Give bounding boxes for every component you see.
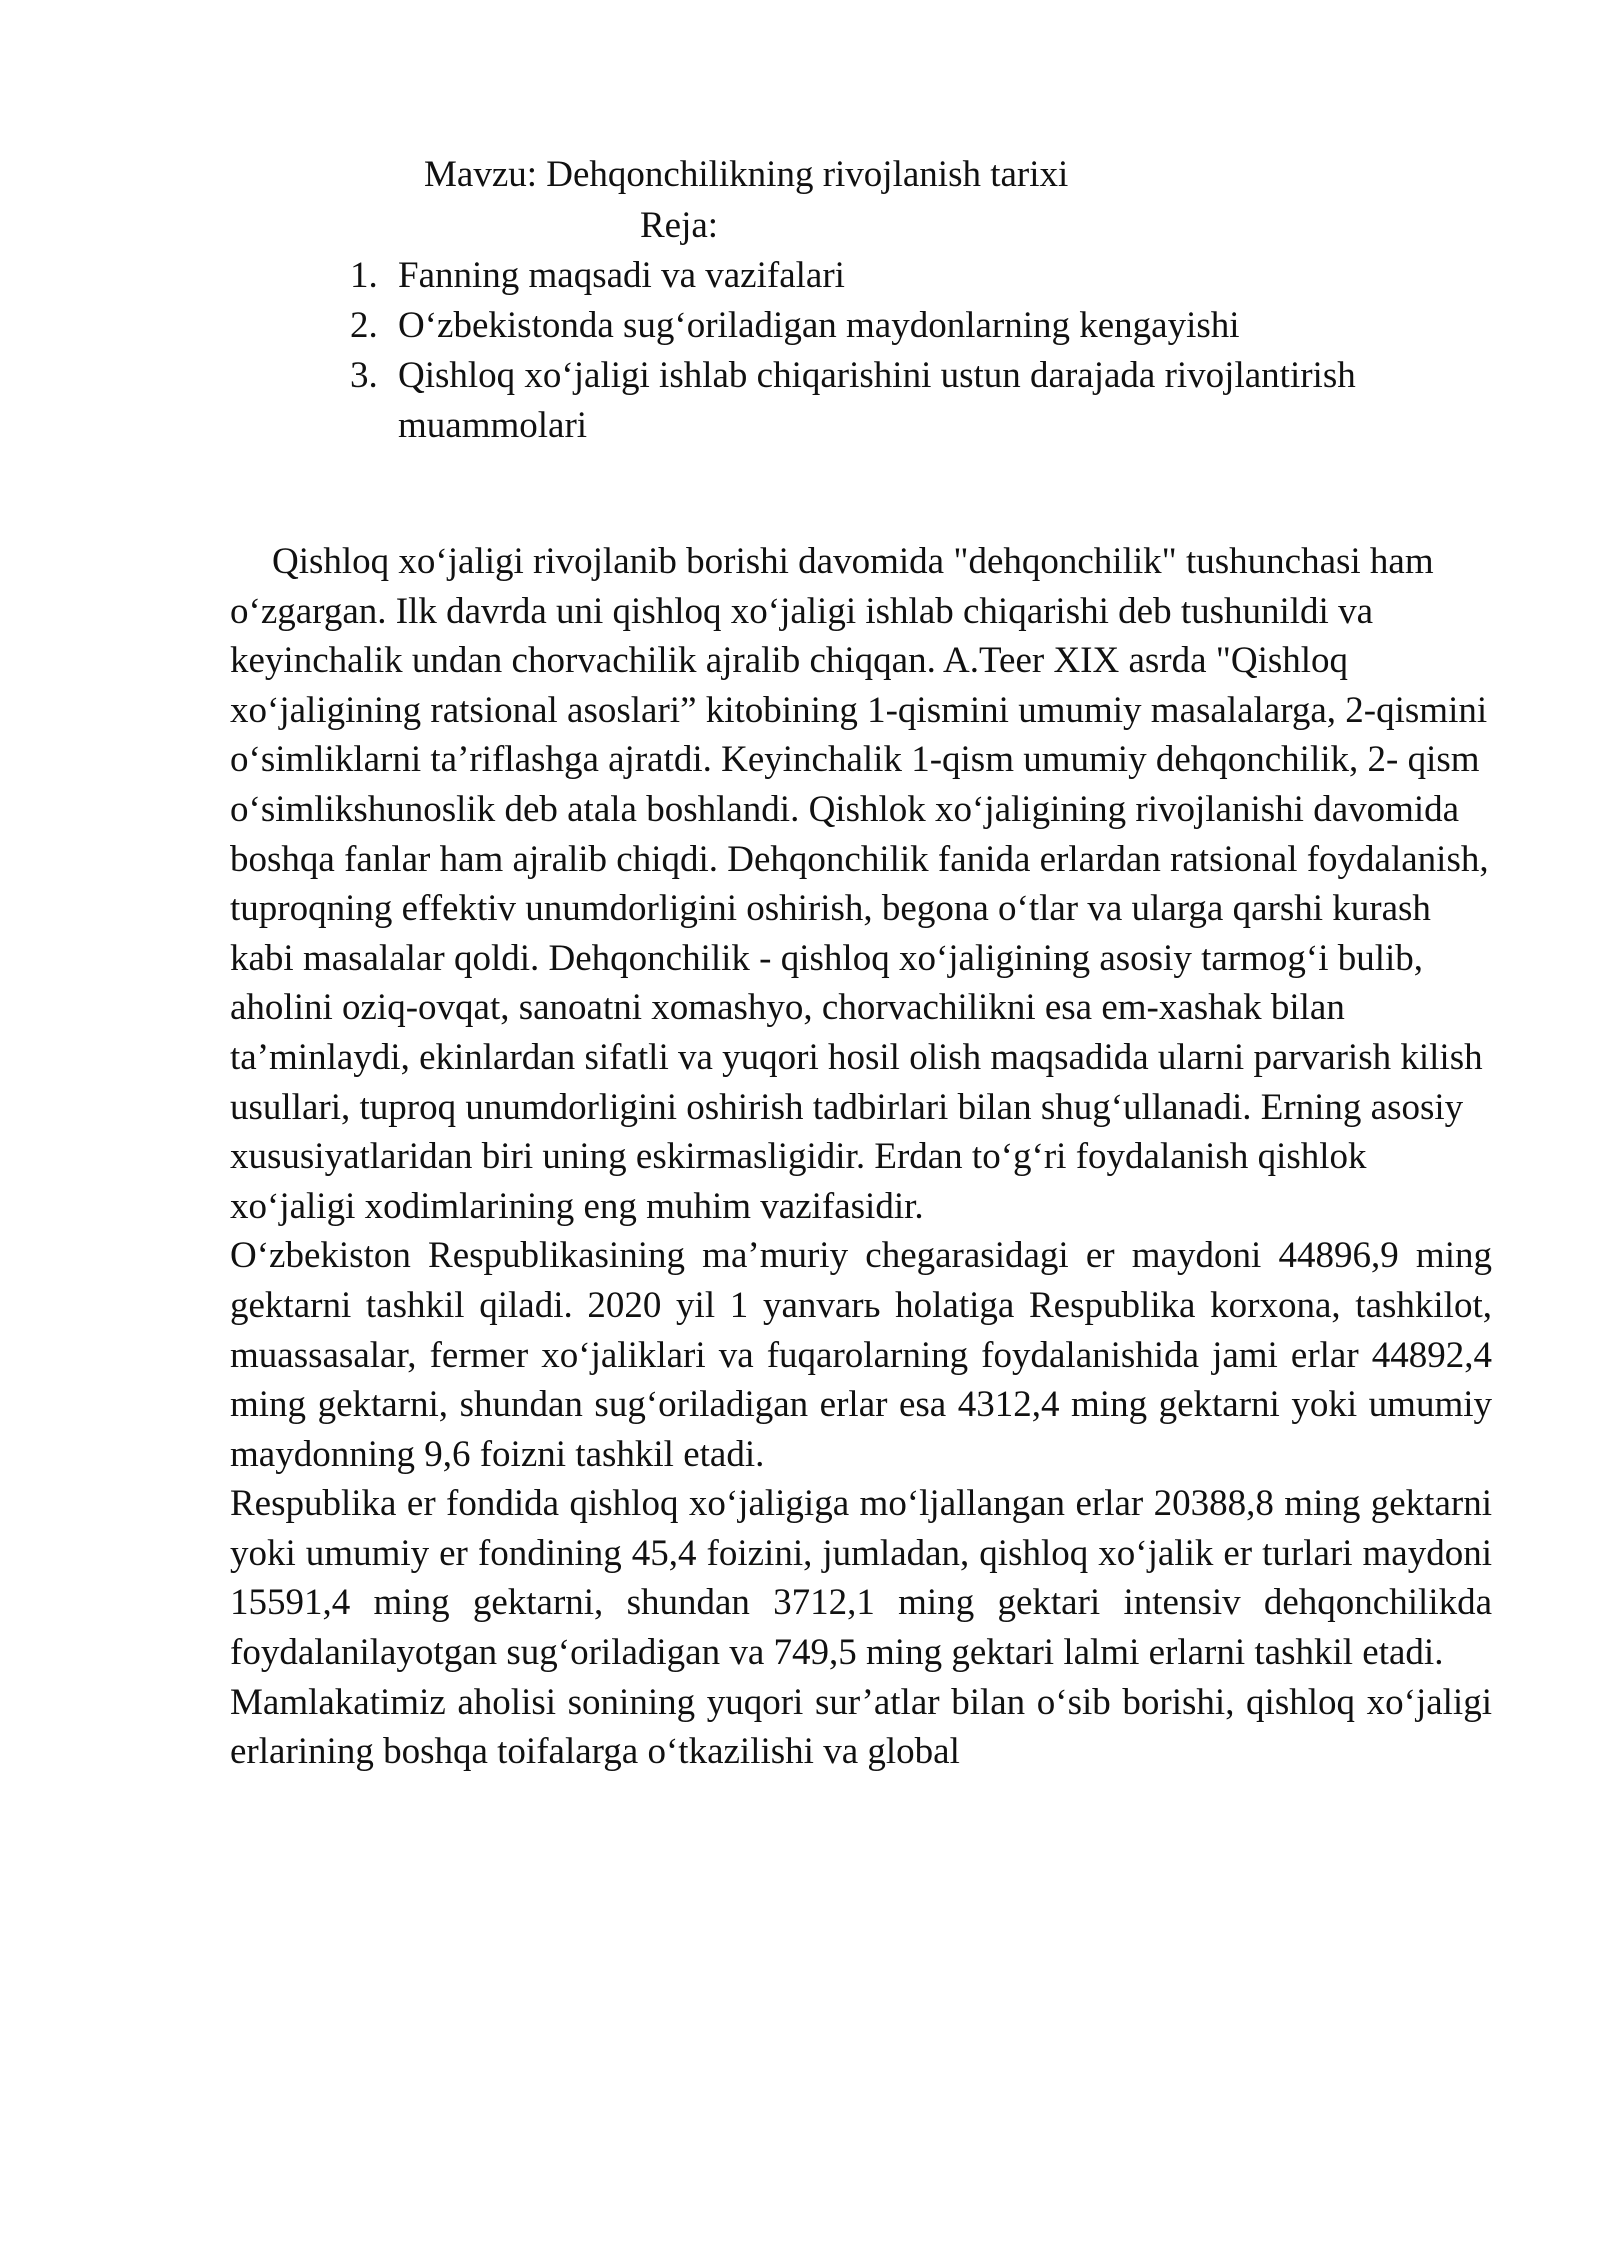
plan-heading: Reja:	[640, 205, 719, 246]
plan-item-text: O‘zbekistonda sug‘oriladigan maydonlarning kengayishi	[398, 305, 1240, 346]
plan-item-3	[350, 351, 1400, 451]
plan-item-text: Qishloq xo‘jaligi ishlab chiqarishini ustun darajada rivojlantirish muammolari	[398, 355, 1356, 446]
plan-item-number: 1.	[350, 255, 378, 296]
body-paragraph-3: Respublika er fondida qishloq xo‘jaligiga mo‘ljallangan erlar 20388,8 ming gektarni yoki umumiy er fondining 45,4 foizini, jumladan, qishloq xo‘jalik er turlari maydoni 15591,4 ming gektarni, shundan 3712,1 ming gektari intensiv dehqonchilikda foydalanilayotgan sug‘oriladigan va 749,5 ming gektari lalmi erlarni tashkil etadi.	[230, 1483, 1492, 1674]
plan-item-2	[350, 301, 1400, 351]
plan-item-text: Fanning maqsadi va vazifalari	[398, 255, 845, 296]
body-paragraph-2: O‘zbekiston Respublikasining ma’muriy chegarasidagi er maydoni 44896,9 ming gektarni tashkil qiladi. 2020 yil 1 yanvarь holatiga Respublika korxona, tashkilot, muassasalar, fermer xo‘jaliklari va fuqarolarning foydalanishida jami erlar 44892,4 ming gektarni, shundan sug‘oriladigan erlar esa 4312,4 ming gektarni yoki umumiy maydonning 9,6 foizni tashkil etadi.	[230, 1235, 1492, 1475]
plan-list	[350, 251, 1400, 451]
body-paragraph-1: Qishloq xo‘jaligi rivojlanib borishi davomida "dehqonchilik" tushunchasi ham o‘zgargan. Ilk davrda uni qishloq xo‘jaligi ishlab chiqarishi deb tushunildi va keyinchalik undan chorvachilik ajralib chiqqan. A.Teer XIX asrda "Qishloq xo‘jaligining ratsional asoslari” kitobining 1-qismini umumiy masalalarga, 2-qismini o‘simliklarni ta’riflashga ajratdi. Keyinchalik 1-qism umumiy dehqonchilik, 2- qism o‘simlikshunoslik deb atala boshlandi. Qishlok xo‘jaligining rivojlanishi davomida boshqa fanlar ham ajralib chiqdi. Dehqonchilik fanida erlardan ratsional foydalanish, tuproqning effektiv unumdorligini oshirish, begona o‘tlar va ularga qarshi kurash kabi masalalar qoldi. Dehqonchilik - qishloq xo‘jaligining asosiy tarmog‘i bulib, aholini oziq-ovqat, sanoatni xomashyo, chorvachilikni esa em-xashak bilan ta’minlaydi, ekinlardan sifatli va yuqori hosil olish maqsadida ularni parvarish kilish usullari, tuproq unumdorligini oshirish tadbirlari bilan shug‘ullanadi. Erning asosiy xususiyatlaridan biri uning eskirmasligidir. Erdan to‘g‘ri foydalanish qishlok xo‘jaligi xodimlarining eng muhim vazifasidir.	[230, 541, 1489, 1227]
document-body	[230, 537, 1492, 1777]
plan-item-1	[350, 251, 1400, 301]
plan-item-number: 2.	[350, 305, 378, 346]
plan-item-number: 3.	[350, 355, 378, 396]
body-paragraph-4: Mamlakatimiz aholisi sonining yuqori sur’atlar bilan o‘sib borishi, qishloq xo‘jaligi erlarining boshqa toifalarga o‘tkazilishi va global	[230, 1681, 1492, 1773]
document-title: Mavzu: Dehqonchilikning rivojlanish tarixi	[424, 154, 1069, 195]
